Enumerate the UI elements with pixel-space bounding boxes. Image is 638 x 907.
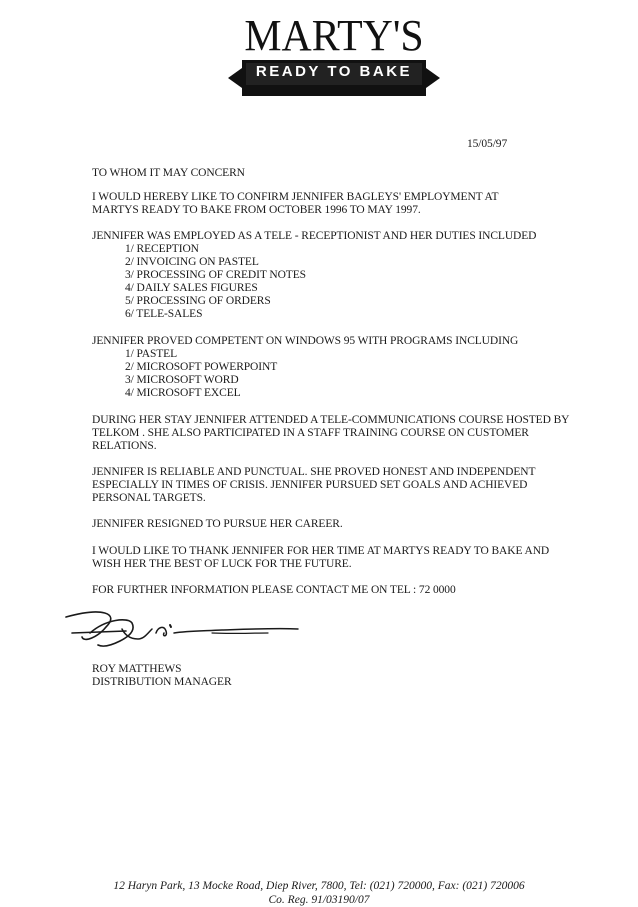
character-paragraph xyxy=(92,466,535,505)
list-item: 4/ DAILY SALES FIGURES xyxy=(125,282,258,294)
list-item: 2/ MICROSOFT POWERPOINT xyxy=(125,361,278,373)
paragraph-line: I WOULD LIKE TO THANK JENNIFER FOR HER TIME AT MARTYS READY TO BAKE AND xyxy=(92,545,550,557)
programs-list xyxy=(125,348,277,400)
list-item: 1/ PASTEL xyxy=(125,348,178,360)
list-item: 3/ MICROSOFT WORD xyxy=(125,374,239,386)
list-item: 6/ TELE-SALES xyxy=(125,308,203,320)
list-item: 2/ INVOICING ON PASTEL xyxy=(125,256,259,268)
letter-date: 15/05/97 xyxy=(467,138,508,150)
resignation-line: JENNIFER RESIGNED TO PURSUE HER CAREER. xyxy=(92,518,343,530)
list-item: 1/ RECEPTION xyxy=(125,243,199,255)
confirmation-paragraph xyxy=(92,191,498,217)
logo-tagline: READY TO BAKE xyxy=(255,63,413,80)
list-item: 5/ PROCESSING OF ORDERS xyxy=(125,295,271,307)
handwritten-signature xyxy=(62,603,312,655)
list-item: 3/ PROCESSING OF CREDIT NOTES xyxy=(125,269,306,281)
paragraph-line: MARTYS READY TO BAKE FROM OCTOBER 1996 TO MAY 1997. xyxy=(92,204,421,216)
logo-brand-name: MARTY'S xyxy=(244,11,424,60)
contact-line: FOR FURTHER INFORMATION PLEASE CONTACT ME ON TEL : 72 0000 xyxy=(92,584,456,596)
footer-address: 12 Haryn Park, 13 Mocke Road, Diep River, 7800, Tel: (021) 720000, Fax: (021) 720006 xyxy=(113,880,525,892)
list-item: 4/ MICROSOFT EXCEL xyxy=(125,387,241,399)
thanks-paragraph xyxy=(92,545,549,571)
company-logo xyxy=(228,11,440,96)
paragraph-line: WISH HER THE BEST OF LUCK FOR THE FUTURE. xyxy=(92,558,352,570)
duties-intro: JENNIFER WAS EMPLOYED AS A TELE - RECEPTIONIST AND HER DUTIES INCLUDED xyxy=(92,230,537,242)
paragraph-line: PERSONAL TARGETS. xyxy=(92,492,206,504)
signer-block xyxy=(92,663,232,689)
salutation: TO WHOM IT MAY CONCERN xyxy=(92,167,245,179)
paragraph-line: ESPECIALLY IN TIMES OF CRISIS. JENNIFER PURSUED SET GOALS AND ACHIEVED xyxy=(92,479,528,491)
paragraph-line: TELKOM . SHE ALSO PARTICIPATED IN A STAFF TRAINING COURSE ON CUSTOMER xyxy=(92,427,529,439)
paragraph-line: RELATIONS. xyxy=(92,440,157,452)
paragraph-line: DURING HER STAY JENNIFER ATTENDED A TELE-COMMUNICATIONS COURSE HOSTED BY xyxy=(92,414,570,426)
paragraph-line: I WOULD HEREBY LIKE TO CONFIRM JENNIFER BAGLEYS' EMPLOYMENT AT xyxy=(92,191,499,203)
duties-list xyxy=(125,243,306,321)
courses-paragraph xyxy=(92,414,569,453)
paragraph-line: JENNIFER IS RELIABLE AND PUNCTUAL. SHE PROVED HONEST AND INDEPENDENT xyxy=(92,466,536,478)
programs-intro: JENNIFER PROVED COMPETENT ON WINDOWS 95 WITH PROGRAMS INCLUDING xyxy=(92,335,519,347)
signer-name: ROY MATTHEWS xyxy=(92,663,182,675)
footer-registration: Co. Reg. 91/03190/07 xyxy=(268,894,370,906)
signer-title: DISTRIBUTION MANAGER xyxy=(92,676,232,688)
